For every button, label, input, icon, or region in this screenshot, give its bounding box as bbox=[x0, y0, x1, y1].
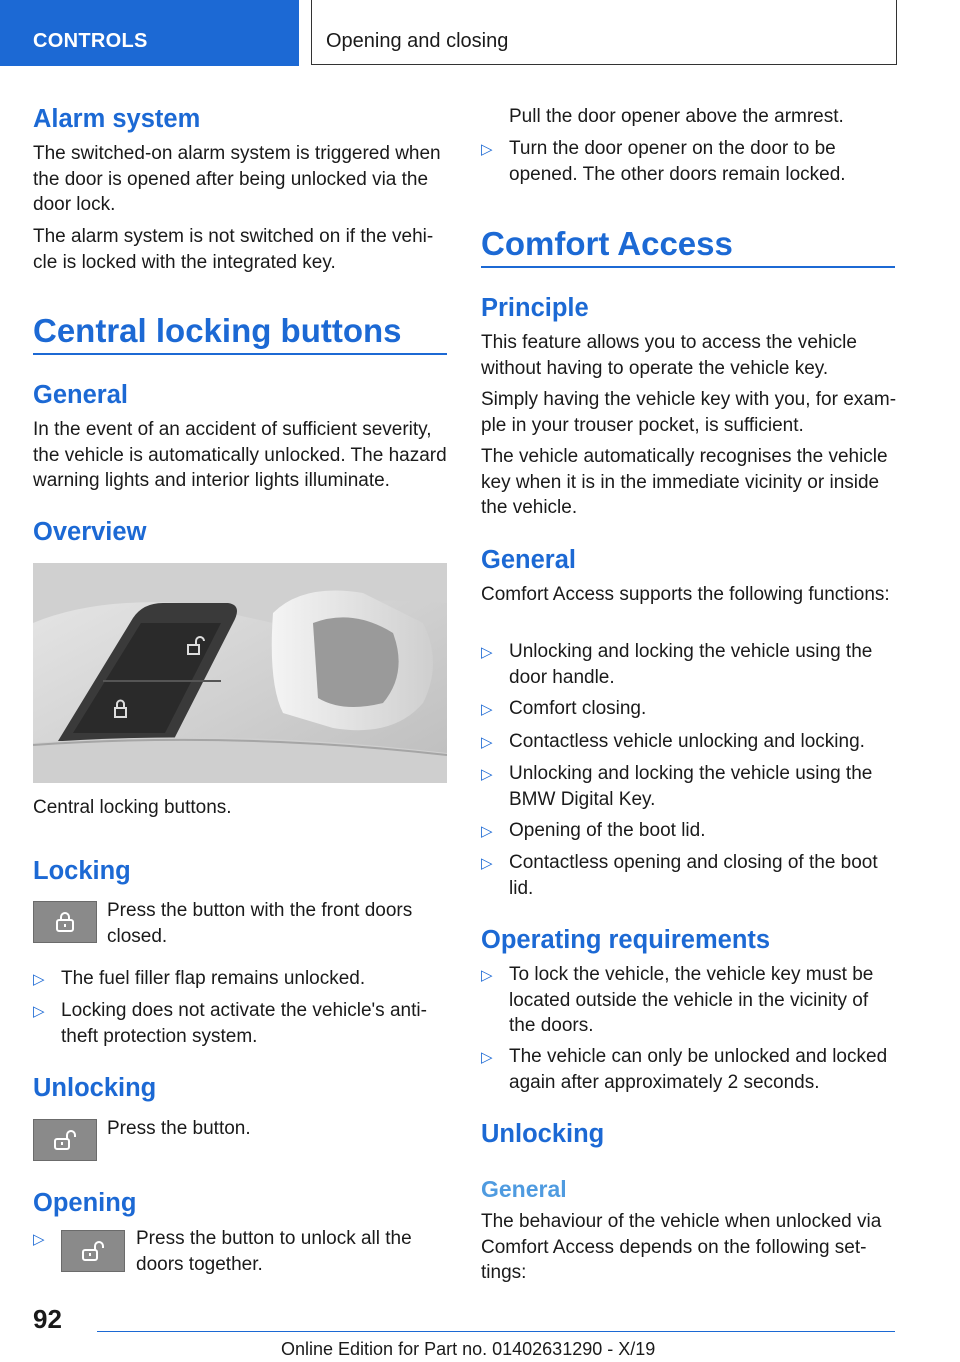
locking-paragraph: Press the button with the front doors closed. bbox=[107, 900, 413, 947]
list-item: ▷ Unlocking and locking the vehicle using the BMW Digital Key. bbox=[481, 763, 873, 810]
edition-text: Online Edition for Part no. 01402631290 - X/19 bbox=[281, 1339, 656, 1359]
locking-heading: Locking bbox=[33, 857, 131, 885]
list-item: ▷ The vehicle can only be unlocked and locked again after approximately 2 seconds. bbox=[481, 1046, 888, 1093]
bullet-icon: ▷ bbox=[33, 1231, 45, 1248]
principle-paragraph-3: The vehicle automatically recognises the vehicle key when it is in the immediate vicinity or inside the vehicle. bbox=[481, 446, 888, 518]
list-item: ▷ The fuel filler flap remains unlocked. bbox=[33, 968, 366, 989]
chapter-label: Opening and closing bbox=[326, 30, 509, 52]
alarm-heading: Alarm system bbox=[33, 105, 201, 133]
bullet-icon: ▷ bbox=[481, 1049, 493, 1066]
operating-requirements-heading: Operating requirements bbox=[481, 926, 771, 954]
section-label: CONTROLS bbox=[33, 30, 148, 52]
unlock-button-image bbox=[33, 1119, 97, 1161]
page-number: 92 bbox=[33, 1304, 62, 1334]
opening-paragraph: Press the button to unlock all the doors together. bbox=[136, 1228, 412, 1275]
bullet-icon: ▷ bbox=[481, 766, 493, 783]
heading-rule bbox=[481, 266, 895, 268]
list-item: ▷ Opening of the boot lid. bbox=[481, 820, 706, 841]
list-item: ▷ Contactless opening and closing of the boot lid. bbox=[481, 852, 878, 899]
bullet-icon: ▷ bbox=[481, 967, 493, 984]
comfort-unlocking-heading: Unlocking bbox=[481, 1120, 605, 1148]
comfort-general-heading: General bbox=[481, 546, 576, 574]
lock-icon bbox=[53, 910, 77, 934]
bullet-icon: ▷ bbox=[481, 855, 493, 872]
unlocking-general-paragraph: The behaviour of the vehicle when unlocked via Comfort Access depends on the following settings: bbox=[481, 1211, 882, 1283]
continued-paragraph: Pull the door opener above the armrest. bbox=[509, 106, 844, 127]
unlocking-paragraph: Press the button. bbox=[107, 1118, 251, 1139]
heading-rule bbox=[33, 353, 447, 355]
bullet-icon: ▷ bbox=[481, 701, 493, 718]
list-item: ▷ Comfort closing. bbox=[481, 698, 647, 719]
bullet-icon: ▷ bbox=[33, 971, 45, 988]
bullet-icon: ▷ bbox=[481, 644, 493, 661]
principle-heading: Principle bbox=[481, 294, 589, 322]
list-item: ▷ Turn the door opener on the door to be opened. The other doors remain locked. bbox=[481, 138, 846, 185]
opening-heading: Opening bbox=[33, 1189, 137, 1217]
overview-heading: Overview bbox=[33, 518, 147, 546]
alarm-paragraph-1: The switched-on alarm system is triggered when the door is opened after being unlocked via the door lock. bbox=[33, 143, 441, 215]
comfort-general-paragraph: Comfort Access supports the following functions: bbox=[481, 584, 890, 605]
unlocking-general-subheading: General bbox=[481, 1176, 567, 1202]
bullet-icon: ▷ bbox=[481, 141, 493, 158]
unlock-icon bbox=[53, 1128, 77, 1152]
unlock-button-image bbox=[61, 1230, 125, 1272]
alarm-paragraph-2: The alarm system is not switched on if the vehicle is locked with the integrated key. bbox=[33, 226, 434, 273]
section-tab bbox=[0, 0, 299, 66]
list-item: ▷ Contactless vehicle unlocking and locking. bbox=[481, 731, 865, 752]
footer-rule bbox=[97, 1331, 895, 1332]
list-item: ▷ Locking does not activate the vehicle's anti-theft protection system. bbox=[33, 1000, 427, 1047]
central-locking-heading: Central locking buttons bbox=[33, 312, 402, 349]
principle-paragraph-1: This feature allows you to access the vehicle without having to operate the vehicle key. bbox=[481, 332, 857, 379]
lock-button-image bbox=[33, 901, 97, 943]
central-locking-photo bbox=[33, 563, 447, 783]
bullet-icon: ▷ bbox=[481, 823, 493, 840]
unlocking-heading: Unlocking bbox=[33, 1074, 157, 1102]
bullet-icon: ▷ bbox=[481, 734, 493, 751]
comfort-access-heading: Comfort Access bbox=[481, 225, 733, 262]
unlock-icon bbox=[81, 1239, 105, 1263]
principle-paragraph-2: Simply having the vehicle key with you, for example in your trouser pocket, is sufficient. bbox=[481, 389, 897, 436]
bullet-icon: ▷ bbox=[33, 1003, 45, 1020]
general-paragraph: In the event of an accident of sufficient severity, the vehicle is automatically unlocked. The hazard warning lights and interior lights illuminate. bbox=[33, 419, 447, 491]
photo-caption: Central locking buttons. bbox=[33, 797, 232, 818]
general-heading: General bbox=[33, 381, 128, 409]
chapter-tab bbox=[311, 0, 897, 65]
list-item: ▷ To lock the vehicle, the vehicle key must be located outside the vehicle in the vicinity of the doors. bbox=[481, 964, 874, 1036]
list-item: ▷ Unlocking and locking the vehicle using the door handle. bbox=[481, 641, 873, 688]
